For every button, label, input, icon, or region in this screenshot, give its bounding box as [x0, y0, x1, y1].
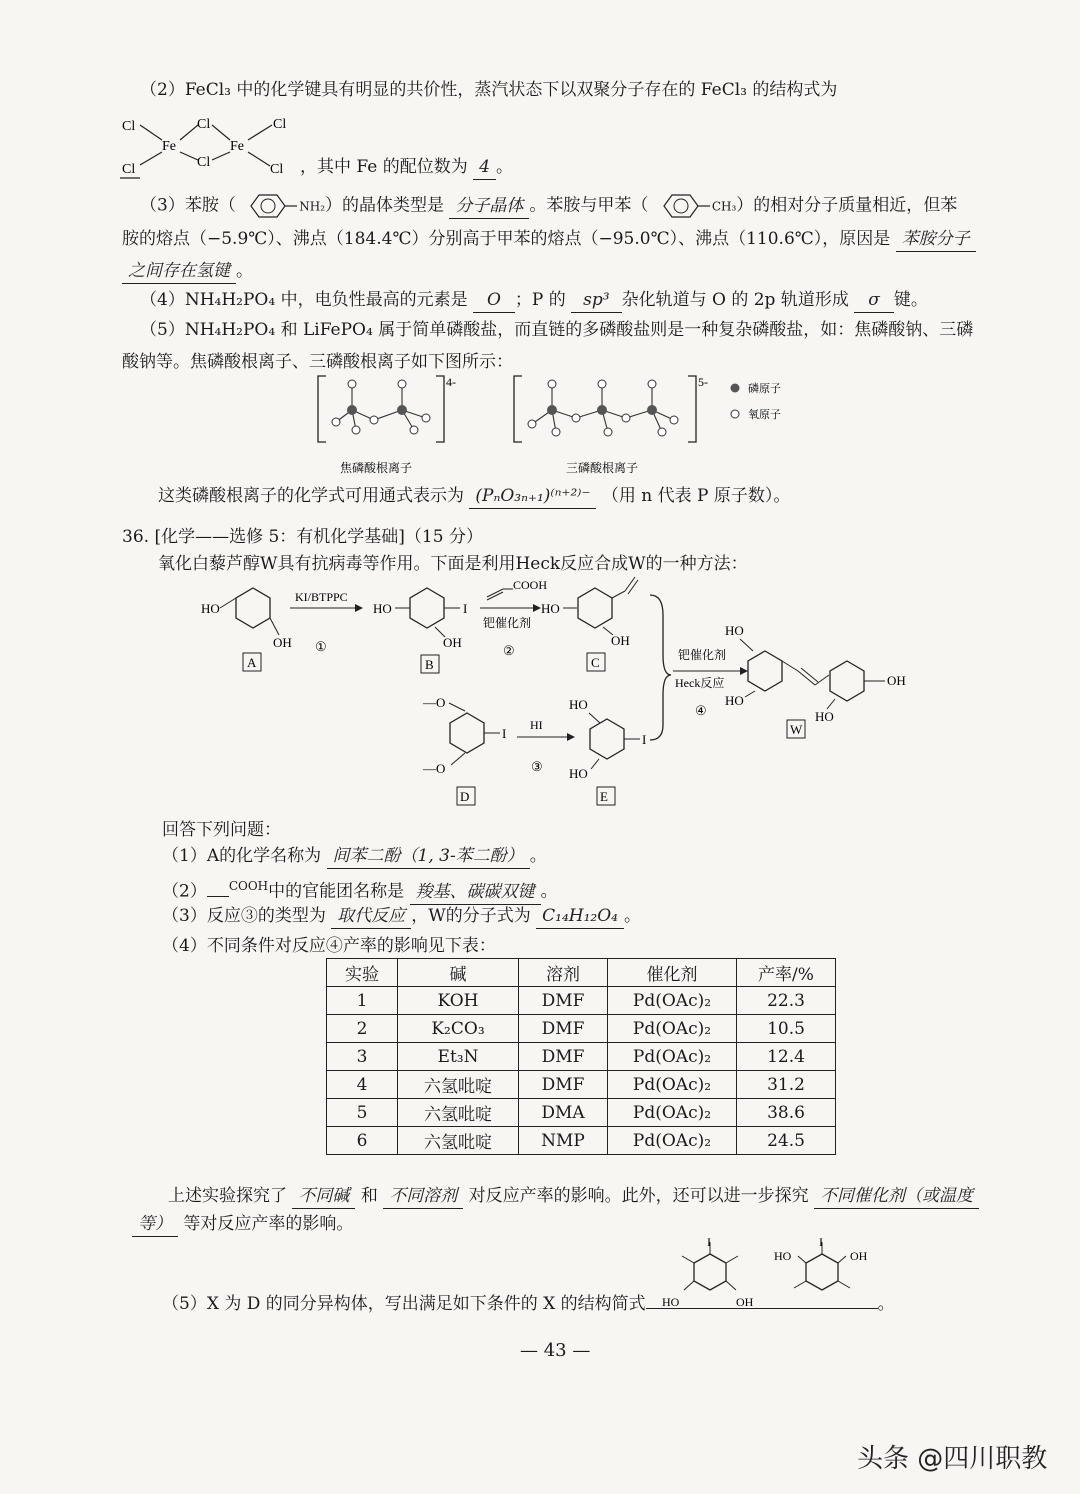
svg-text:OH: OH	[273, 635, 292, 650]
svg-text:I: I	[502, 726, 507, 741]
table-cell: Pd(OAc)₂	[608, 1099, 737, 1127]
answer-variable-2: 不同溶剂	[383, 1184, 463, 1209]
svg-text:OH: OH	[887, 673, 906, 688]
q36-s4-after-line2: 等） 等对反应产率的影响。	[132, 1212, 353, 1237]
answer-coordination-number: 4	[473, 155, 496, 180]
svg-text:HO: HO	[725, 693, 744, 708]
table-cell: K₂CO₃	[398, 1015, 519, 1043]
table-cell: 4	[327, 1071, 398, 1099]
label-triphosphate: 三磷酸根离子	[566, 461, 639, 475]
q36-s4: （4）不同条件对反应④产率的影响见下表：	[162, 936, 496, 956]
table-cell: 1	[327, 987, 398, 1015]
svg-text:HO: HO	[373, 601, 392, 616]
table-row	[327, 1015, 836, 1043]
table-cell: DMF	[519, 987, 608, 1015]
svg-text:①: ①	[315, 639, 327, 654]
answer-reason-part2: 之间存在氢键	[122, 259, 236, 284]
answer-variable-1: 不同碱	[292, 1184, 355, 1209]
svg-text:4-: 4-	[446, 375, 456, 389]
table-cell: 5	[327, 1099, 398, 1127]
svg-text:E: E	[600, 789, 608, 804]
column-header: 碱	[398, 959, 519, 987]
fe-atom: Fe	[162, 139, 176, 154]
phosphorus-legend-icon	[731, 384, 740, 393]
svg-text:—O: —O	[423, 695, 446, 710]
svg-text:HO: HO	[569, 766, 588, 781]
q36-s1: （1）A的化学名称为 间苯二酚（1, 3-苯二酚） 。	[162, 844, 547, 869]
svg-text:④: ④	[695, 703, 707, 718]
table-cell: NMP	[519, 1127, 608, 1155]
table-row	[327, 1099, 836, 1127]
table-header-row	[327, 959, 836, 987]
legend-oxygen: 氧原子	[748, 409, 781, 421]
svg-text:A: A	[247, 655, 257, 670]
q36-title: 36. [化学——选修 5：有机化学基础]（15 分）	[122, 527, 483, 547]
svg-text:HO: HO	[774, 1249, 792, 1263]
q36-s5: （5）X 为 D 的同分异构体，写出满足如下条件的 X 的结构简式 。	[162, 1294, 895, 1314]
answer-crystal-type: 分子晶体	[449, 194, 529, 219]
svg-text:OH: OH	[736, 1295, 754, 1309]
svg-text:I: I	[819, 1238, 823, 1249]
table-cell: 六氢吡啶	[398, 1099, 519, 1127]
svg-text:5-: 5-	[698, 375, 708, 389]
table-cell: DMF	[519, 1071, 608, 1099]
table-cell: 24.5	[737, 1127, 836, 1155]
svg-text:钯催化剂: 钯催化剂	[678, 648, 727, 662]
svg-text:—O: —O	[423, 761, 446, 776]
svg-text:HO: HO	[815, 709, 834, 724]
svg-text:D: D	[460, 789, 470, 804]
table-cell: Et₃N	[398, 1043, 519, 1071]
cl-atom: Cl	[273, 117, 287, 132]
answer-general-formula: (PₙO₃ₙ₊₁)⁽ⁿ⁺²⁾⁻	[469, 484, 596, 509]
answer-reason-part1: 苯胺分子	[896, 227, 976, 252]
svg-text:B: B	[425, 657, 434, 672]
fecl3-dimer-structure	[120, 110, 310, 180]
svg-text:OH: OH	[850, 1249, 868, 1263]
table-row	[327, 1127, 836, 1155]
table-cell: DMF	[519, 1043, 608, 1071]
svg-text:Heck反应: Heck反应	[675, 676, 725, 690]
q36-s4-after-line1: 上述实验探究了 不同碱 和 不同溶剂 对反应产率的影响。此外，还可以进一步探究 不同催化剂（或温度	[168, 1184, 979, 1209]
svg-text:HO: HO	[201, 601, 220, 616]
svg-text:HO: HO	[541, 601, 560, 616]
fe-atom: Fe	[230, 139, 244, 154]
column-header: 催化剂	[608, 959, 737, 987]
q35-p3-line2: 胺的熔点（−5.9℃）、沸点（184.4℃）分别高于甲苯的熔点（−95.0℃）、沸点（110.6℃），原因是 苯胺分子	[122, 227, 976, 252]
answer-bond-type: σ	[854, 288, 894, 313]
table-cell: 3	[327, 1043, 398, 1071]
table-cell: 10.5	[737, 1015, 836, 1043]
answer-further-variable-part2: 等）	[132, 1212, 178, 1237]
table-cell: 38.6	[737, 1099, 836, 1127]
svg-text:C: C	[591, 655, 600, 670]
svg-text:HO: HO	[662, 1295, 680, 1309]
svg-text:OH: OH	[611, 633, 630, 648]
answer-a-name: 间苯二酚（1, 3-苯二酚）	[327, 844, 530, 869]
q35-p3-line3: 之间存在氢键 。	[122, 259, 253, 284]
cl-atom: Cl	[197, 155, 211, 170]
svg-text:钯催化剂: 钯催化剂	[483, 616, 532, 630]
label-pyrophosphate: 焦磷酸根离子	[340, 461, 413, 475]
svg-text:I: I	[642, 732, 647, 747]
table-cell: 31.2	[737, 1071, 836, 1099]
page-number: — 43 —	[520, 1340, 591, 1361]
cl-atom: Cl	[270, 162, 284, 177]
q36-s3: （3）反应③的类型为 取代反应 ，W的分子式为 C₁₄H₁₂O₄ 。	[162, 904, 641, 929]
svg-text:COOH: COOH	[513, 578, 548, 592]
answer-hybrid: sp³	[571, 288, 621, 313]
cl-atom: Cl	[122, 162, 136, 177]
svg-text:I: I	[463, 601, 468, 616]
q35-p2-text: （2）FeCl₃ 中的化学键具有明显的共价性，蒸汽状态下以双聚分子存在的 FeCl₃ 的结构式为	[140, 80, 838, 100]
svg-text:W: W	[790, 722, 803, 737]
benzene-ring-icon	[654, 193, 712, 219]
svg-text:HI: HI	[530, 718, 543, 732]
q36-answer-intro: 回答下列问题：	[162, 820, 281, 840]
table-cell: 六氢吡啶	[398, 1127, 519, 1155]
q35-p2-tail: ，其中 Fe 的配位数为 4 。	[300, 155, 513, 180]
svg-text:KI/BTPPC: KI/BTPPC	[295, 590, 348, 604]
table-cell: Pd(OAc)₂	[608, 1071, 737, 1099]
source-watermark: 头条 @四川职教	[857, 1444, 1048, 1474]
q36-intro: 氧化白藜芦醇W具有抗病毒等作用。下面是利用Heck反应合成W的一种方法：	[158, 554, 748, 574]
column-header: 实验	[327, 959, 398, 987]
column-header: 溶剂	[519, 959, 608, 987]
table-cell: Pd(OAc)₂	[608, 987, 737, 1015]
answer-further-variable-part1: 不同催化剂（或温度	[814, 1184, 979, 1209]
synthesis-scheme	[195, 575, 940, 810]
phosphate-ions-figure	[310, 372, 810, 482]
q35-p5-line2: 酸钠等。焦磷酸根离子、三磷酸根离子如下图所示：	[122, 352, 513, 372]
cl-atom: Cl	[197, 117, 211, 132]
table-cell: DMF	[519, 1015, 608, 1043]
oxygen-legend-icon	[731, 410, 739, 418]
answer-electronegativity: O	[473, 288, 515, 313]
table-cell: KOH	[398, 987, 519, 1015]
svg-text:OH: OH	[443, 635, 462, 650]
svg-text:I: I	[707, 1238, 711, 1249]
legend-phosphorus: 磷原子	[748, 383, 781, 395]
benzene-ring-icon	[241, 193, 299, 219]
yield-table	[326, 958, 836, 1155]
q35-p4: （4）NH₄H₂PO₄ 中，电负性最高的元素是 O ；P 的 sp³ 杂化轨道与 O 的 2p 轨道形成 σ 键。	[140, 288, 928, 313]
column-header: 产率/%	[737, 959, 836, 987]
table-cell: 6	[327, 1127, 398, 1155]
q35-p5-formula: 这类磷酸根离子的化学式可用通式表示为 (PₙO₃ₙ₊₁)⁽ⁿ⁺²⁾⁻ （用 n 代表 P 原子数）。	[158, 484, 790, 509]
answer-functional-groups: 羧基、碳碳双键	[410, 880, 541, 905]
table-cell: Pd(OAc)₂	[608, 1043, 737, 1071]
answer-reaction-type: 取代反应	[331, 904, 411, 929]
table-cell: 六氢吡啶	[398, 1071, 519, 1099]
cl-atom: Cl	[122, 119, 136, 134]
table-cell: DMA	[519, 1099, 608, 1127]
table-row	[327, 1071, 836, 1099]
answer-molecular-formula: C₁₄H₁₂O₄	[536, 904, 624, 929]
svg-text:HO: HO	[725, 623, 744, 638]
q35-p3-line1: （3）苯胺（ NH₂）的晶体类型是 分子晶体 。苯胺与甲苯（ CH₃）的相对分子质量相近，但苯	[140, 193, 957, 219]
q35-p5-line1: （5）NH₄H₂PO₄ 和 LiFePO₄ 属于简单磷酸盐，而直链的多磷酸盐则是一种复杂磷酸盐，如：焦磷酸钠、三磷	[140, 320, 974, 340]
q36-s2: （2） $^{COOH}$中的官能团名称是 羧基、碳碳双键 。	[162, 874, 558, 905]
table-row	[327, 1043, 836, 1071]
table-row	[327, 987, 836, 1015]
table-cell: 2	[327, 1015, 398, 1043]
table-cell: 12.4	[737, 1043, 836, 1071]
table-cell: Pd(OAc)₂	[608, 1127, 737, 1155]
table-cell: 22.3	[737, 987, 836, 1015]
svg-text:②: ②	[503, 643, 515, 658]
table-cell: Pd(OAc)₂	[608, 1015, 737, 1043]
svg-text:③: ③	[531, 759, 543, 774]
svg-text:HO: HO	[569, 697, 588, 712]
